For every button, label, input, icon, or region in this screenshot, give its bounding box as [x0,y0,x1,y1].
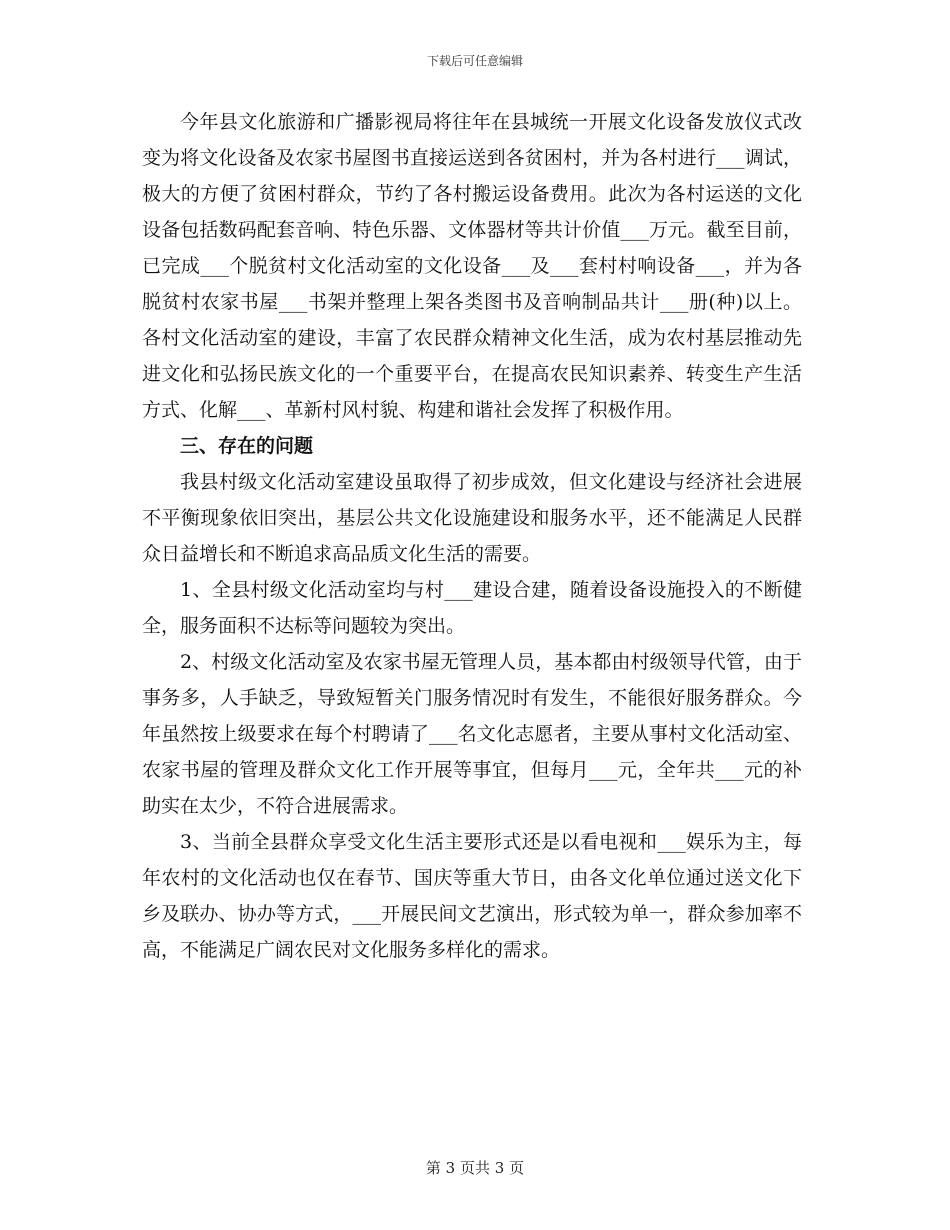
paragraph-problem-3: 3、当前全县群众享受文化生活主要形式还是以看电视和___娱乐为主，每年农村的文化活动也仅在春节、国庆等重大节日，由各文化单位通过送文化下乡及联办、协办等方式，___开展民间文艺演出，形式较为单一，群众参加率不高，不能满足广阔农民对文化服务多样化的需求。 [142,831,802,961]
document-body [142,104,802,968]
paragraph-equipment-delivery: 今年县文化旅游和广播影视局将往年在县城统一开展文化设备发放仪式改变为将文化设备及农家书屋图书直接运送到各贫困村，并为各村进行___调试，极大的方便了贫困村群众，节约了各村搬运设备费用。此次为各村运送的文化设备包括数码配套音响、特色乐器、文体器材等共计价值___万元。截至目前，已完成___个脱贫村文化活动室的文化设备___及___套村村响设备___，并为各脱贫村农家书屋___书架并整理上架各类图书及音响制品共计___册(种)以上。各村文化活动室的建设，丰富了农民群众精神文化生活，成为农村基层推动先进文化和弘扬民族文化的一个重要平台，在提高农民知识素养、转变生产生活方式、化解___、革新村风村貌、构建和谐社会发挥了积极作用。 [142,111,802,421]
paragraph-problems-intro: 我县村级文化活动室建设虽取得了初步成效，但文化建设与经济社会进展不平衡现象依旧突出，基层公共文化设施建设和服务水平，还不能满足人民群众日益增长和不断追求高品质文化生活的需要。 [142,471,802,565]
section-heading-problems: 三、存在的问题 [180,435,314,457]
page-header-note: 下载后可任意编辑 [426,54,523,68]
page-number-footer: 第 3 页共 3 页 [425,1159,525,1177]
paragraph-problem-1: 1、全县村级文化活动室均与村___建设合建，随着设备设施投入的不断健全，服务面积不达标等问题较为突出。 [142,579,802,637]
paragraph-problem-2: 2、村级文化活动室及农家书屋无管理人员，基本都由村级领导代管，由于事务多，人手缺乏，导致短暂关门服务情况时有发生，不能很好服务群众。今年虽然按上级要求在每个村聘请了___名文化志愿者，主要从事村文化活动室、农家书屋的管理及群众文化工作开展等事宜，但每月___元，全年共___元的补助实在太少，不符合进展需求。 [142,651,802,817]
